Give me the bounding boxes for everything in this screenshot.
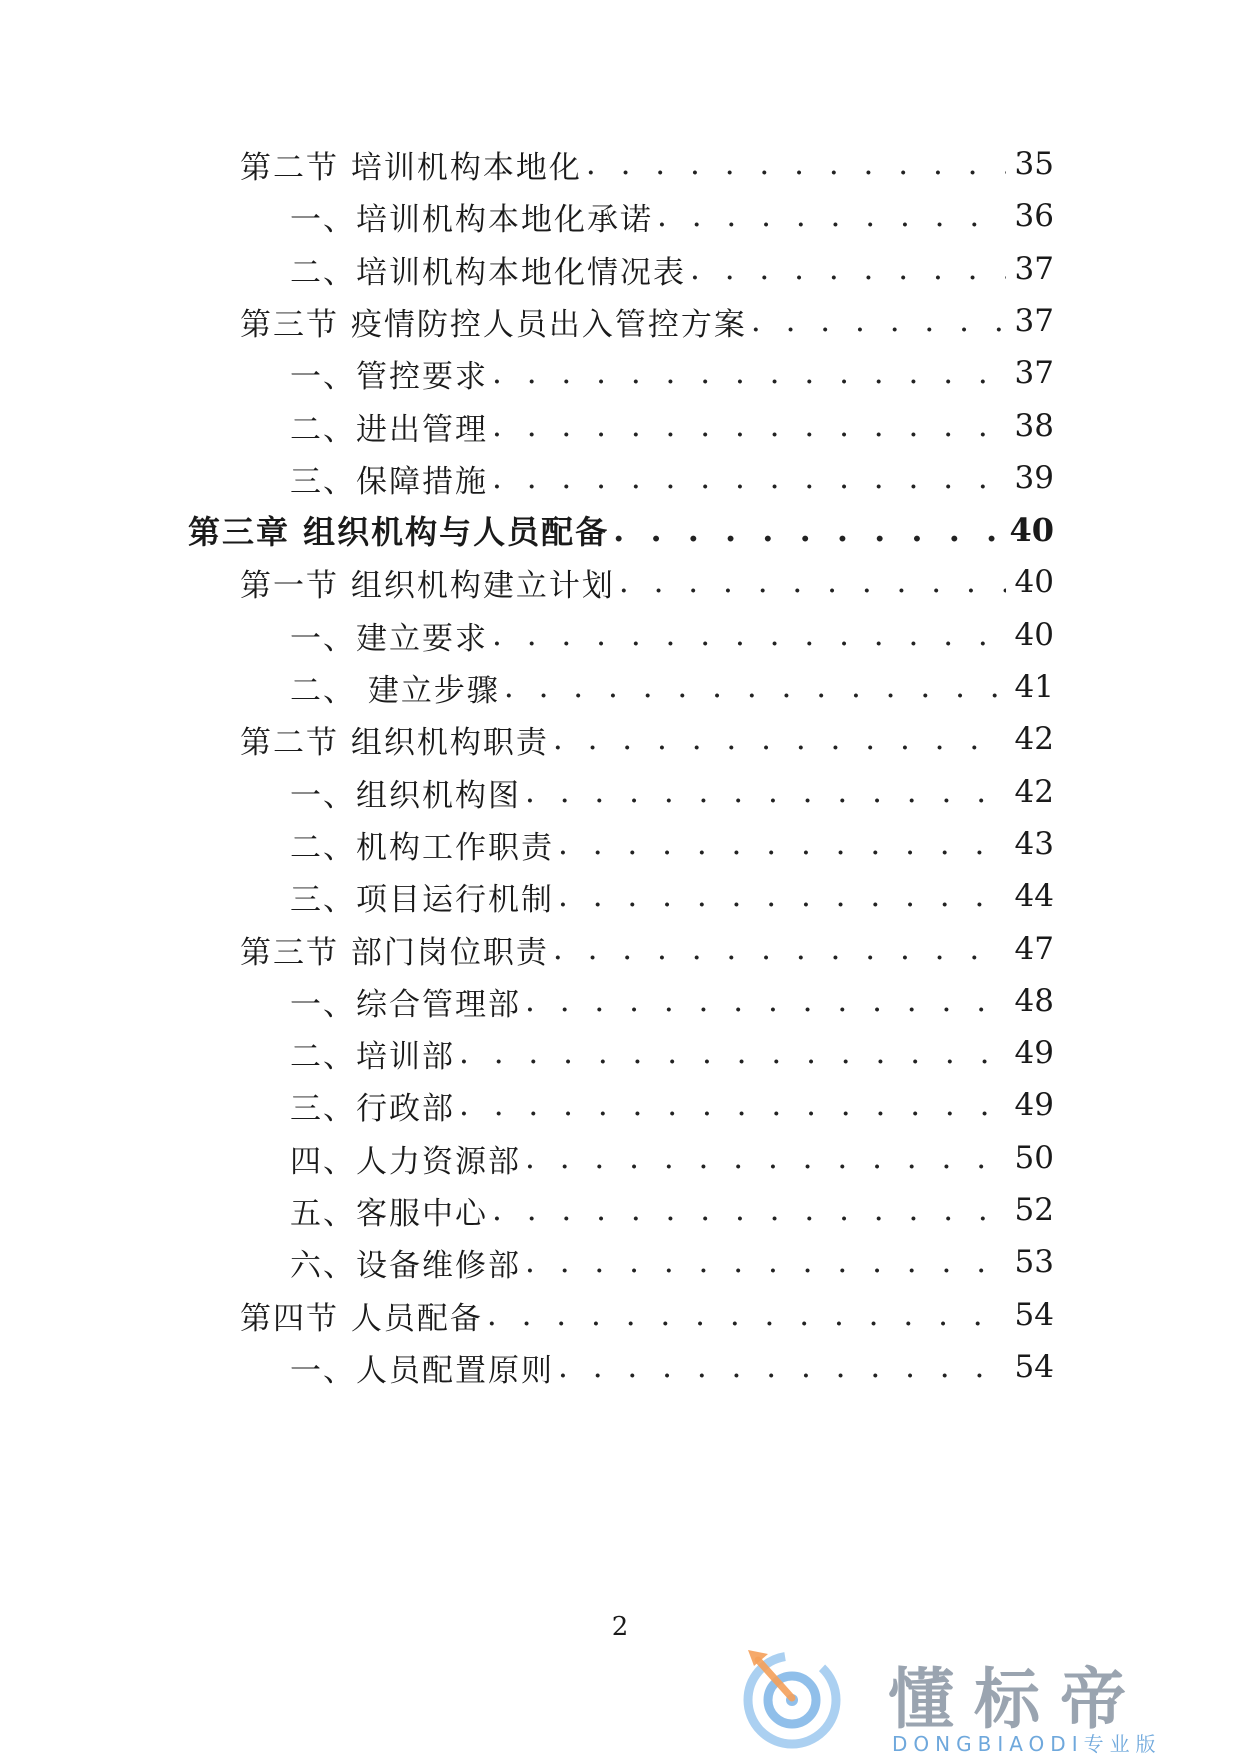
- toc-entry-page: 47: [1014, 931, 1054, 967]
- toc-entry-page: 40: [1009, 511, 1054, 549]
- toc-entry-title: 三、项目运行机制: [290, 881, 554, 918]
- toc-entry-title: 一、人员配置原则: [290, 1352, 554, 1389]
- toc-entry-page: 42: [1014, 774, 1054, 810]
- toc-entry-page: 42: [1014, 721, 1054, 757]
- toc-entry-item: [290, 876, 1054, 916]
- toc-entry-title: 二、机构工作职责: [290, 829, 554, 866]
- toc-dot-leader: [525, 983, 1006, 1019]
- toc-entry-item: [290, 406, 1054, 446]
- toc-dot-leader: [525, 1244, 1006, 1280]
- toc-dot-leader: [751, 303, 1006, 339]
- toc-entry-item: [290, 1033, 1054, 1073]
- toc-entry-page: 37: [1014, 303, 1054, 339]
- toc-dot-leader: [525, 774, 1006, 810]
- toc-entry-title: 第三节 部门岗位职责: [240, 934, 549, 971]
- toc-entry-page: 53: [1014, 1244, 1054, 1280]
- toc-entry-title: 一、综合管理部: [290, 986, 521, 1023]
- toc-entry-title: 一、建立要求: [290, 620, 488, 657]
- toc-dot-leader: [558, 878, 1006, 914]
- toc-dot-leader: [492, 1192, 1006, 1228]
- toc-dot-leader: [492, 355, 1006, 391]
- toc-dot-leader: [487, 1297, 1006, 1333]
- toc-entry-page: 54: [1014, 1297, 1054, 1333]
- toc-entry-page: 43: [1014, 826, 1054, 862]
- toc-dot-leader: [459, 1035, 1006, 1071]
- toc-entry-title: 三、行政部: [290, 1090, 455, 1127]
- toc-entry-page: 36: [1014, 198, 1054, 234]
- toc-entry-page: 40: [1014, 564, 1054, 600]
- toc-entry-title: 第二节 组织机构职责: [240, 724, 549, 761]
- watermark: [740, 1640, 1230, 1756]
- toc-entry-page: 48: [1014, 983, 1054, 1019]
- toc-dot-leader: [459, 1087, 1006, 1123]
- page-number: 2: [611, 1612, 629, 1642]
- toc-entry-item: [290, 667, 1054, 707]
- toc-entry-item: [290, 615, 1054, 655]
- toc-entry-title: 二、进出管理: [290, 411, 488, 448]
- toc-entry-title: 第二节 培训机构本地化: [240, 149, 582, 186]
- toc-entry-title: 三、保障措施: [290, 463, 488, 500]
- toc-dot-leader: [586, 146, 1006, 182]
- toc-entry-title: 一、培训机构本地化承诺: [290, 201, 653, 238]
- toc-entry-title: 四、人力资源部: [290, 1143, 521, 1180]
- toc-entry-title: 一、管控要求: [290, 358, 488, 395]
- toc-entry-item: [290, 1085, 1054, 1125]
- toc-entry-page: 38: [1014, 408, 1054, 444]
- toc-entry-title: 二、培训机构本地化情况表: [290, 254, 686, 291]
- toc-entry-page: 40: [1014, 617, 1054, 653]
- toc-entry-page: 41: [1014, 669, 1054, 705]
- toc-entry-page: 52: [1014, 1192, 1054, 1228]
- toc-dot-leader: [492, 408, 1006, 444]
- toc-entry-item: [290, 353, 1054, 393]
- toc-entry-title: 第三节 疫情防控人员出入管控方案: [240, 306, 747, 343]
- toc-entry-item: [290, 196, 1054, 236]
- toc-entry-page: 50: [1014, 1140, 1054, 1176]
- toc-entry-page: 49: [1014, 1087, 1054, 1123]
- toc-dot-leader: [553, 721, 1006, 757]
- watermark-name: 懂标帝: [888, 1661, 1146, 1738]
- toc-entry-item: [290, 249, 1054, 289]
- toc-dot-leader: [504, 669, 1006, 705]
- toc-entry-section: [240, 929, 1054, 969]
- toc-dot-leader: [613, 511, 1001, 549]
- toc-dot-leader: [619, 564, 1006, 600]
- watermark-subtitle: DONGBIAODI专业版: [892, 1732, 1162, 1756]
- toc-dot-leader: [558, 1349, 1006, 1385]
- toc-entry-section: [240, 562, 1054, 602]
- toc-entry-page: 44: [1014, 878, 1054, 914]
- toc-entry-section: [240, 144, 1054, 184]
- toc-dot-leader: [558, 826, 1006, 862]
- toc-dot-leader: [492, 460, 1006, 496]
- toc-entry-page: 39: [1014, 460, 1054, 496]
- toc-entry-page: 37: [1014, 251, 1054, 287]
- toc-entry-item: [290, 1347, 1054, 1387]
- toc-entry-item: [290, 772, 1054, 812]
- toc-entry-title: 六、设备维修部: [290, 1247, 521, 1284]
- toc-entry-item: [290, 824, 1054, 864]
- toc-entry-section: [240, 301, 1054, 341]
- toc-entry-item: [290, 1190, 1054, 1230]
- toc-entry-title: 第四节 人员配备: [240, 1300, 483, 1337]
- toc-dot-leader: [657, 198, 1006, 234]
- toc-dot-leader: [525, 1140, 1006, 1176]
- toc-dot-leader: [553, 931, 1006, 967]
- toc-entry-item: [290, 1138, 1054, 1178]
- toc-entry-item: [290, 1242, 1054, 1282]
- toc-entry-item: [290, 981, 1054, 1021]
- toc-entry-page: 49: [1014, 1035, 1054, 1071]
- toc-entry-item: [290, 458, 1054, 498]
- toc-entry-title: 第一节 组织机构建立计划: [240, 567, 615, 604]
- toc-entry-chapter: [188, 510, 1054, 550]
- toc-entry-page: 54: [1014, 1349, 1054, 1385]
- toc-dot-leader: [690, 251, 1006, 287]
- toc-entry-title: 第三章 组织机构与人员配备: [188, 513, 610, 551]
- toc-entry-title: 五、客服中心: [290, 1195, 488, 1232]
- toc-entry-title: 二、培训部: [290, 1038, 455, 1075]
- target-arrow-icon: [740, 1640, 852, 1752]
- toc-entry-page: 35: [1014, 146, 1054, 182]
- toc-entry-title: 二、 建立步骤: [290, 672, 500, 709]
- toc-entry-section: [240, 719, 1054, 759]
- toc-entry-title: 一、组织机构图: [290, 777, 521, 814]
- toc-entry-page: 37: [1014, 355, 1054, 391]
- toc-entry-section: [240, 1295, 1054, 1335]
- toc-dot-leader: [492, 617, 1006, 653]
